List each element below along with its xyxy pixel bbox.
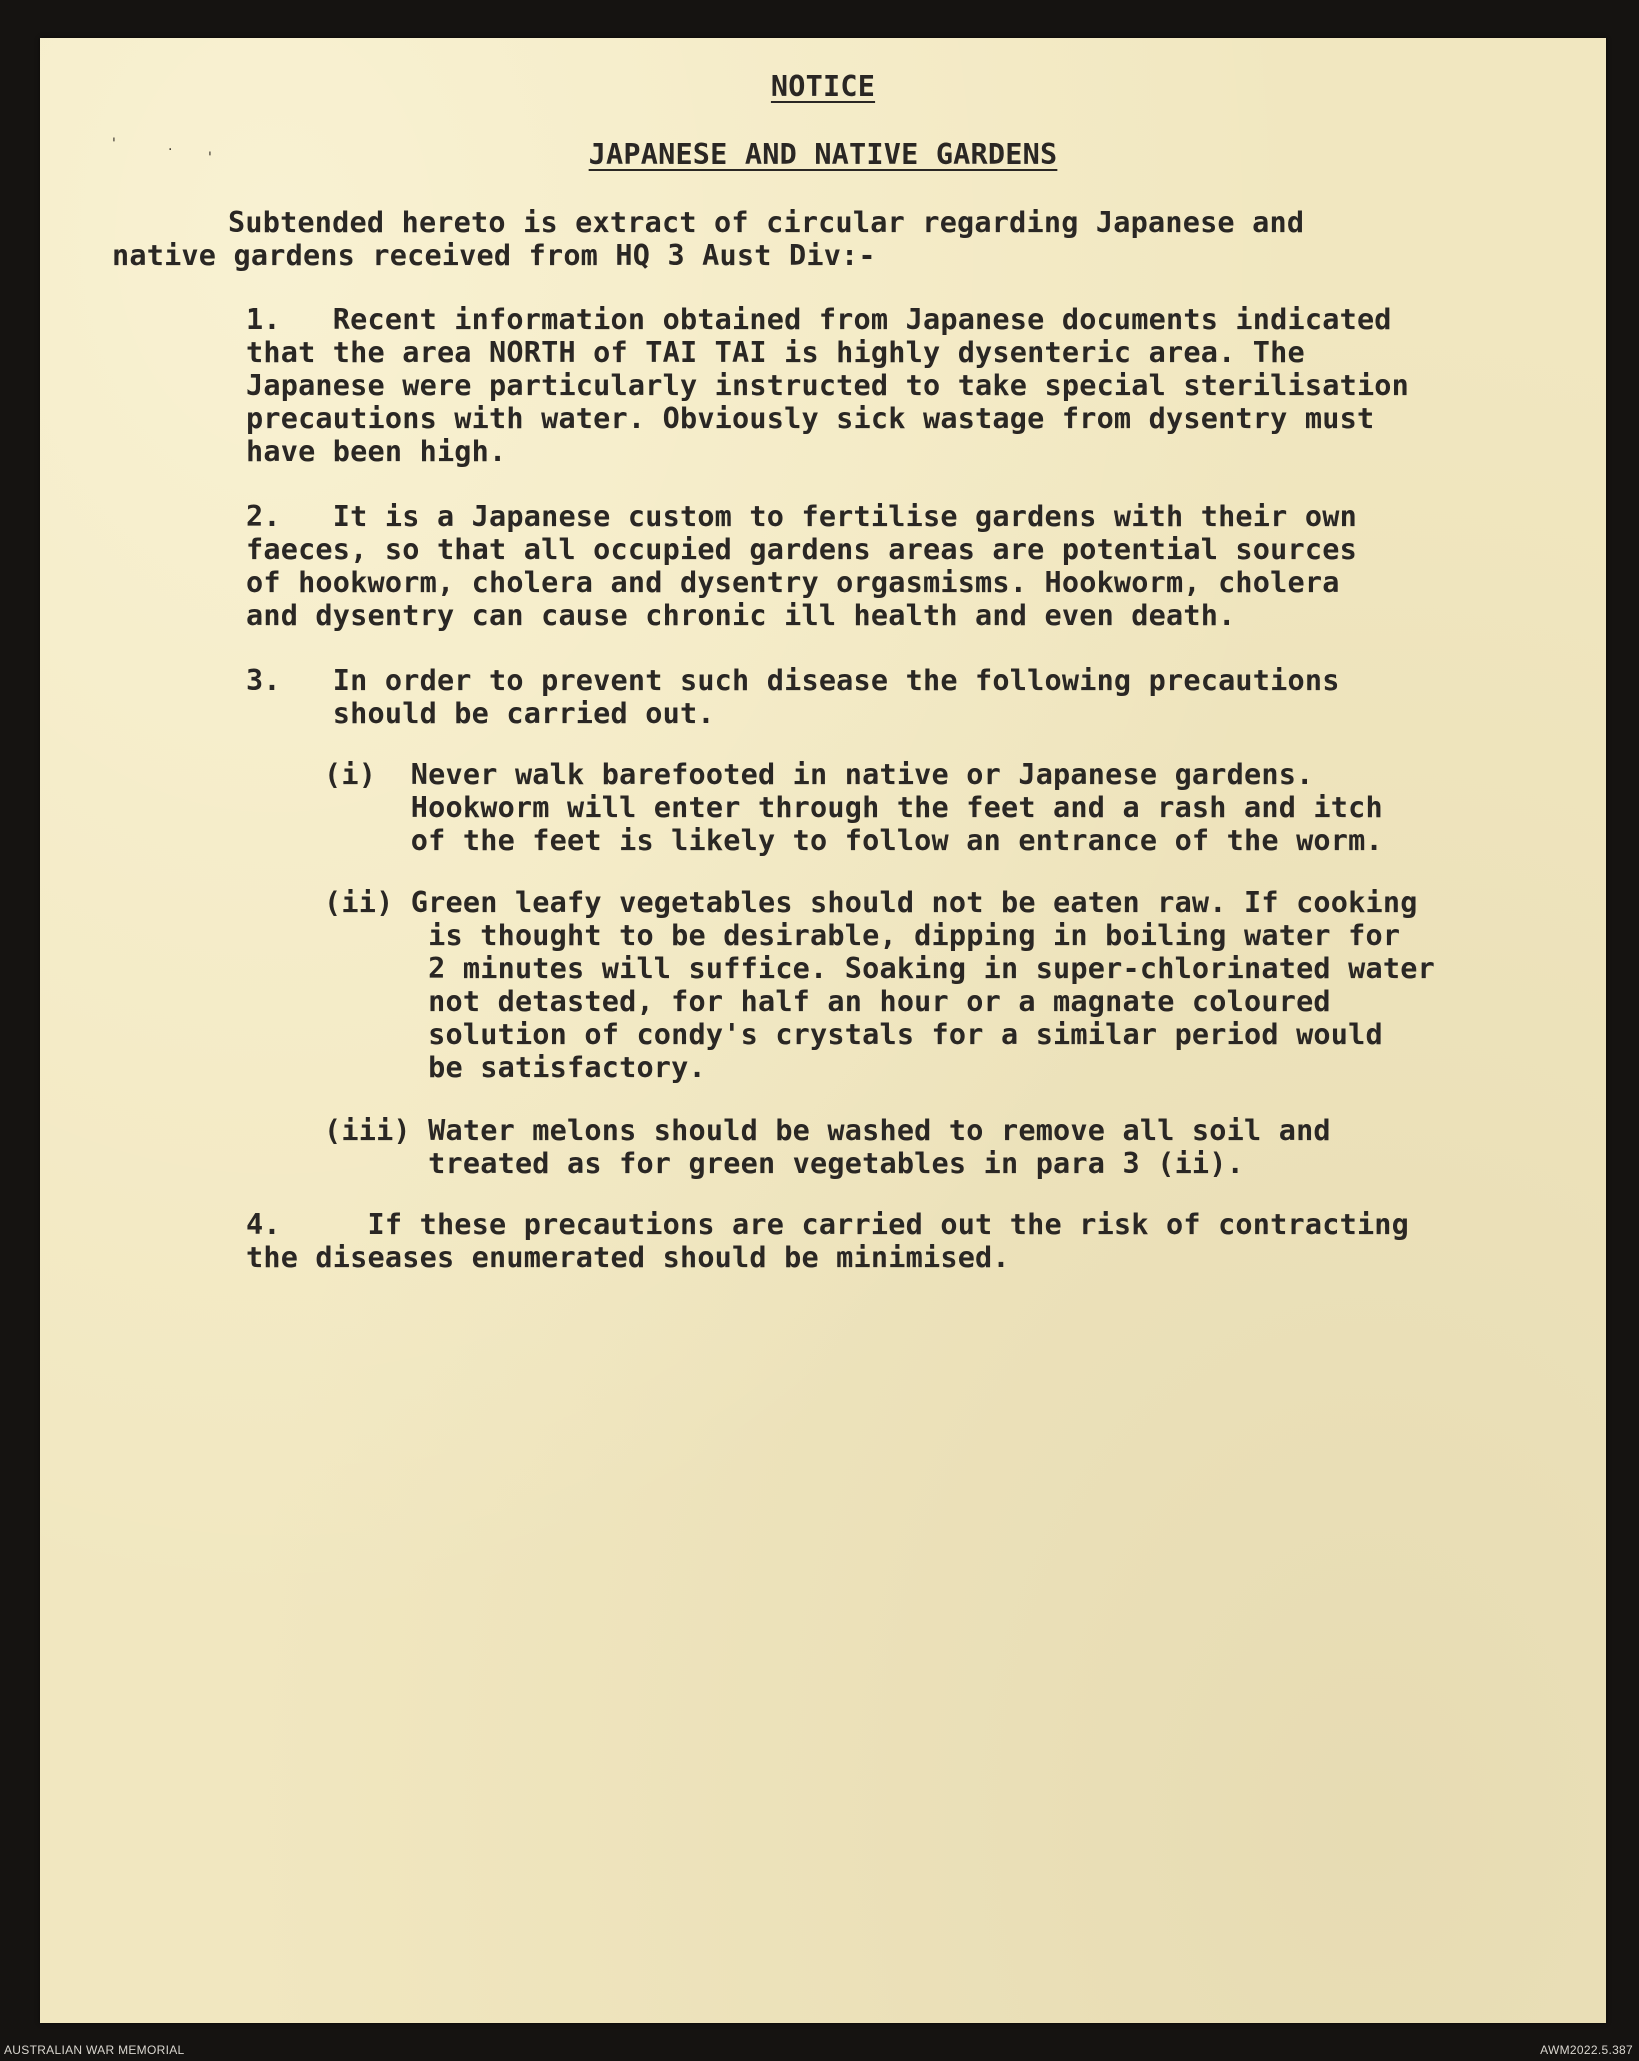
text-line: of hookworm, cholera and dysentry orgasmisms. Hookworm, cholera [246,566,1340,599]
notice-subtitle: JAPANESE AND NATIVE GARDENS [588,138,1058,171]
text-line: and dysentry can cause chronic ill health and even death. [246,599,1236,632]
text-line: have been high. [246,435,507,468]
text-line: of the feet is likely to follow an entrance of the worm. [324,824,1383,857]
pencil-mark: ' [112,136,116,152]
text-line: Subtended hereto is extract of circular regarding Japanese and [228,206,1305,239]
text-line: be satisfactory. [324,1051,706,1084]
text-line: (i) Never walk barefooted in native or Japanese gardens. [324,758,1314,791]
text-line: should be carried out. [246,697,715,730]
text-line: faeces, so that all occupied gardens areas are potential sources [246,533,1357,566]
pencil-mark: · [168,142,173,158]
footer-institution: AUSTRALIAN WAR MEMORIAL [4,2043,185,2057]
document-page [40,38,1606,2023]
text-line: 4. If these precautions are carried out the risk of contracting [246,1208,1410,1241]
text-line: native gardens received from HQ 3 Aust Div:- [112,239,876,272]
text-line: (iii) Water melons should be washed to remove all soil and [324,1114,1331,1147]
text-line: precautions with water. Obviously sick wastage from dysentry must [246,402,1375,435]
pencil-mark: ' [208,150,212,166]
text-line: 3. In order to prevent such disease the following precautions [246,664,1340,697]
text-line: not detasted, for half an hour or a magnate coloured [324,985,1331,1018]
text-line: Japanese were particularly instructed to take special sterilisation [246,369,1410,402]
text-line: (ii) Green leafy vegetables should not be eaten raw. If cooking [324,886,1418,919]
text-line: Hookworm will enter through the feet and a rash and itch [324,791,1383,824]
footer-accession-number: AWM2022.5.387 [1540,2043,1633,2057]
text-line: 1. Recent information obtained from Japanese documents indicated [246,303,1392,336]
text-line: the diseases enumerated should be minimised. [246,1241,1010,1274]
text-line: 2. It is a Japanese custom to fertilise gardens with their own [246,500,1357,533]
text-line: is thought to be desirable, dipping in boiling water for [324,919,1401,952]
text-line: that the area NORTH of TAI TAI is highly dysenteric area. The [246,336,1305,369]
notice-title: NOTICE [770,70,876,103]
text-line: 2 minutes will suffice. Soaking in super-chlorinated water [324,952,1435,985]
text-line: solution of condy's crystals for a similar period would [324,1018,1383,1051]
text-line: treated as for green vegetables in para 3 (ii). [324,1147,1244,1180]
